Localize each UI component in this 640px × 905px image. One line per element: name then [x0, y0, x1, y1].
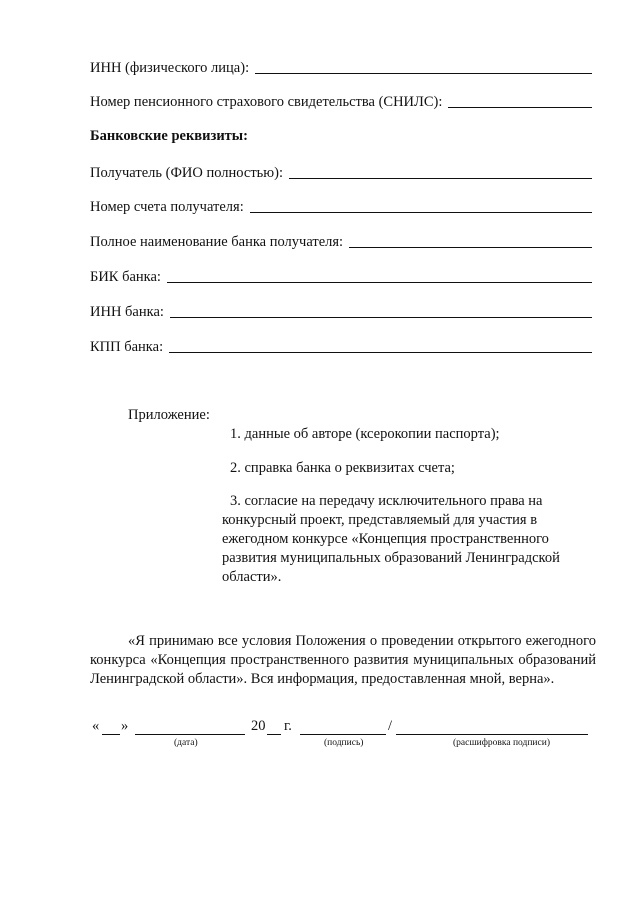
- account-line[interactable]: [250, 212, 592, 213]
- bank-inn-line[interactable]: [170, 317, 592, 318]
- account-label: Номер счета получателя:: [90, 199, 244, 215]
- signature-row: [0, 718, 640, 758]
- bik-field[interactable]: [90, 269, 592, 286]
- decode-caption: (расшифровка подписи): [453, 738, 550, 748]
- recipient-label: Получатель (ФИО полностью):: [90, 165, 283, 181]
- attachment-item: 3. согласие на передачу исключительного права на: [230, 493, 543, 509]
- year-prefix: 20: [251, 718, 266, 734]
- recipient-line[interactable]: [289, 178, 592, 179]
- bank-heading: Банковские реквизиты:: [90, 128, 248, 144]
- kpp-field[interactable]: [90, 339, 592, 356]
- quote-close: »: [121, 718, 129, 734]
- bank-inn-field[interactable]: [90, 304, 592, 321]
- slash-separator: /: [388, 718, 393, 734]
- decode-line[interactable]: [396, 734, 588, 735]
- snils-line[interactable]: [448, 107, 592, 108]
- attachment-item: 2. справка банка о реквизитах счета;: [230, 460, 455, 476]
- snils-label: Номер пенсионного страхового свидетельства (СНИЛС):: [90, 94, 443, 110]
- inn-person-label: ИНН (физического лица):: [90, 60, 250, 76]
- snils-field[interactable]: [90, 94, 592, 111]
- attachment-item: 1. данные об авторе (ксерокопии паспорта);: [230, 426, 500, 442]
- month-line[interactable]: [135, 734, 245, 735]
- bank-name-label: Полное наименование банка получателя:: [90, 234, 344, 250]
- bik-line[interactable]: [167, 282, 592, 283]
- statement-paragraph: «Я принимаю все условия Положения о проведении открытого ежегодного конкурса «Концепция пространственного развития муниципальных образований Ленинградской области». Вся информация, предоставленная мной, верна».: [90, 633, 596, 687]
- kpp-label: КПП банка:: [90, 339, 164, 355]
- bank-name-field[interactable]: [90, 234, 592, 251]
- bank-inn-label: ИНН банка:: [90, 304, 164, 320]
- inn-person-field[interactable]: [90, 60, 592, 77]
- sign-caption: (подпись): [324, 738, 364, 748]
- bik-label: БИК банка:: [90, 269, 161, 285]
- attachment-item: развития муниципальных образований Ленинградской: [222, 550, 560, 566]
- year-suffix: г.: [284, 718, 292, 734]
- day-line[interactable]: [102, 734, 120, 735]
- attachment-item: области».: [222, 569, 282, 585]
- inn-person-line[interactable]: [255, 73, 592, 74]
- year-line[interactable]: [267, 734, 281, 735]
- signature-line[interactable]: [300, 734, 386, 735]
- recipient-field[interactable]: [90, 165, 592, 182]
- quote-open: «: [92, 718, 100, 734]
- date-caption: (дата): [174, 738, 198, 748]
- attachment-item: ежегодном конкурсе «Концепция пространственного: [222, 531, 549, 547]
- bank-name-line[interactable]: [349, 247, 592, 248]
- attachment-title: Приложение:: [128, 407, 210, 423]
- account-field[interactable]: [90, 199, 592, 216]
- attachment-item: конкурсный проект, представляемый для участия в: [222, 512, 538, 528]
- kpp-line[interactable]: [169, 352, 592, 353]
